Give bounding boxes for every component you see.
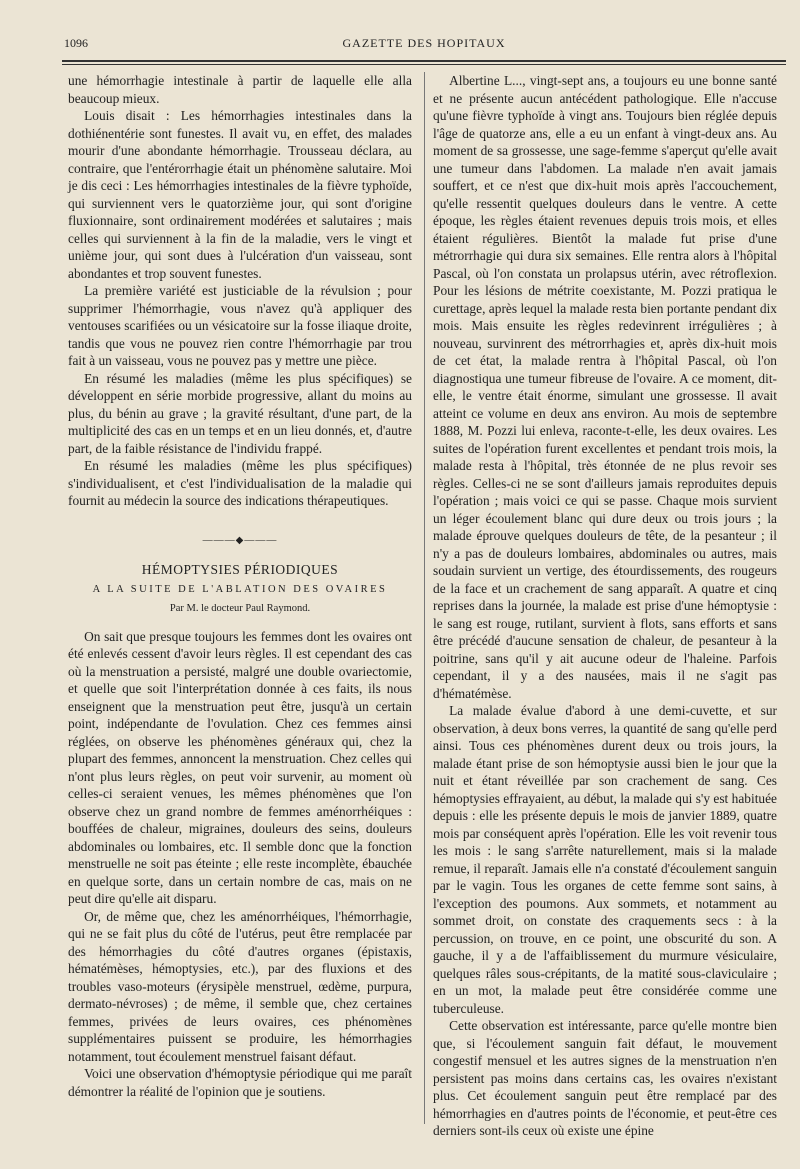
page-number: 1096 bbox=[64, 36, 88, 50]
paragraph: Cette observation est intéressante, parce qu'elle montre bien que, si l'écoulement sanguin fait défaut, le mouvement congestif mensuel et les autres signes de la menstruation n'en persistent pas moins dans certains cas, les ovaires n'existant plus. Cet écoulement sanguin peut être remplacé par des hémorrhagies en d'autres points de l'économie, et peut-être ces derniers sont-ils ceux où existe une épine bbox=[433, 1018, 777, 1138]
header-rule-thin bbox=[62, 64, 786, 65]
paragraph: une hémorrhagie intestinale à partir de laquelle elle alla beaucoup mieux. bbox=[68, 73, 412, 106]
paragraph: Louis disait : Les hémorrhagies intestinales dans la dothiénentérie sont funestes. Il avait vu, en effet, des malades mourir d'une abondante hémorrhagie. Trousseau déclara, au contraire, que l'entérorrhagie était un phénomène salutaire. Moi je dis ceci : Les hémorrhagies intestinales de la fièvre typhoïde, qui surviennent vers le quatorzième jour, qui sont d'origine fluxionnaire, sont ordinairement modérées et salutaires ; mais celles qui surviennent à la fin de la maladie, vers le vingt et unième jour, qui sont dues à l'ulcération d'un vaisseau, sont abondantes et trop souvent funestes. bbox=[68, 108, 412, 281]
paragraph: La malade évalue d'abord à une demi-cuvette, et sur observation, à deux bons verres, la quantité de sang qu'elle perd ainsi. Tous ces phénomènes durent deux ou trois jours, la malade étant prise de son hémoptysie aussi bien le jour que la nuit et étant réveillée par son crachement de sang. Ces hémoptysies effrayaient, au début, la malade qui s'y est habituée depuis : elle les présente depuis le mois de janvier 1889, quatre mois par conséquent après l'opération. Elle les voit revenir tous les mois : le sang s'arrête naturellement, mais si la malade remue, il reparaît. Jamais elle n'a constaté d'écoulement sanguin par le vagin. Tous les organes de cette femme sont sains, à l'exception des poumons. Aux sommets, et notamment au sommet droit, on constate des craquements secs : à la percussion, on trouve, en ce point, une obscurité du son. A gauche, il y a de l'affaiblissement du murmure vésiculaire, quelques râles sous-crépitants, de la matité sous-claviculaire ; en un mot, la malade peut être considérée comme une tuberculeuse. bbox=[433, 703, 777, 1016]
right-column bbox=[433, 72, 777, 1140]
paragraph: La première variété est justiciable de la révulsion ; pour supprimer l'hémorrhagie, vous n'avez qu'à appliquer des ventouses scarifiées ou un vésicatoire sur la fosse iliaque droite, tandis que vous ne pouvez rien contre l'hémorrhagie par trou fait à un vaisseau, vous ne pouvez pas y mettre une pièce. bbox=[68, 283, 412, 368]
column-divider bbox=[424, 72, 425, 1124]
article-subtitle: A LA SUITE DE L'ABLATION DES OVAIRES bbox=[92, 583, 388, 595]
paragraph: Albertine L..., vingt-sept ans, a toujours eu une bonne santé et ne présente aucun antécédent pathologique. Elle n'accuse qu'une fièvre typhoïde à vingt ans. Toujours bien réglée depuis l'âge de quatorze ans, elle a eu un enfant à vingt-deux ans. Au moment de sa grossesse, une sage-femme s'aperçut qu'elle avait une tumeur dans l'abdomen. La malade n'en avait jamais souffert, et ce n'est que dix-huit mois après l'accouchement, qu'elle ressentit quelques douleurs dans le ventre. A cette époque, les règles étaient revenues depuis trois mois, et elles étaient régulières. Bientôt la malade fut prise d'une métrorrhagie qui dura six semaines. Elle rentra alors à l'hôpital Pascal, où l'on constata un prolapsus utérin, avec rétroflexion. Pour les lésions de métrite coexistante, M. Pozzi pratiqua le curettage, après lequel la malade resta bien portante pendant dix mois. Mais ensuite les règles redevinrent irrégulières ; à nouveau, survinrent des métrorrhagies et, après dix-huit mois de cet état, la malade rentra à l'hôpital Pascal, où l'on diagnostiqua une tumeur fibreuse de l'ovaire. A ce moment, dit-elle, le ventre était énorme, simulant une grossesse. Il avait atteint ce volume en deux ans environ. Au mois de septembre 1888, M. Pozzi lui enleva, raconte-t-elle, les deux ovaires. Les suites de l'opération furent excellentes et pendant trois mois, la malade resta à l'hôpital, très étonnée de ne plus revoir ses règles. Celles-ci ne se sont d'ailleurs jamais reproduites depuis l'opération ; mais voici ce qui se passe. Chaque mois survient un léger écoulement blanc qui dure deux ou trois jours ; la malade éprouve quelques douleurs de tête, de la pesanteur ; il n'y a pas de douleurs lombaires, abdominales ou autres, mais soudain survient un vertige, des étourdissements, des rougeurs de la face et un crachement de sang apparaît. A quatre et cinq reprises dans la journée, la malade est prise d'une hémoptysie : le sang est rouge, rutilant, survient à flots, sans efforts et sans être précédé d'aucune sensation de chaleur, de pesanteur à la poitrine, sans qu'il y ait aucune odeur de l'haleine. Parfois cependant, il y a des nausées, mais il ne s'agit pas d'hématémèse. bbox=[433, 73, 777, 701]
paragraph: Or, de même que, chez les aménorrhéiques, l'hémorrhagie, qui ne se fait plus du côté de l'utérus, peut être remplacée par des hémorrhagies du côté d'autres organes (épistaxis, hématémèses, hémoptysies, etc.), par des fluxions et des troubles vaso-moteurs (érysipèle menstruel, œdème, purpura, dermato-névroses) ; de même, il semble que, chez certaines femmes, privées de leurs ovaires, ces phénomènes supplémentaires puissent se produire, les hémorrhagies notamment, tout écoulement menstruel faisant défaut. bbox=[68, 908, 412, 1064]
section-separator: ———◆——— bbox=[202, 534, 278, 546]
left-column bbox=[68, 72, 412, 1100]
header-rule-thick bbox=[62, 60, 786, 62]
running-title: GAZETTE DES HOPITAUX bbox=[342, 36, 506, 50]
paragraph: En résumé les maladies (même les plus spécifiques) s'individualisent, et c'est l'individualisation de la maladie qui fournit au médecin la source des indications thérapeutiques. bbox=[68, 458, 412, 508]
paragraph: On sait que presque toujours les femmes dont les ovaires ont été enlevés cessent d'avoir leurs règles. Il est cependant des cas où la menstruation a persisté, malgré une double ovariectomie, et quelle que soit l'interprétation donnée à ces faits, ils nous enseignent que la menstruation peut être, jusqu'à un certain point, indépendante de l'ovulation. Chez ces femmes ainsi réglées, on observe les phénomènes généraux qui, chez la plupart des femmes, annoncent la menstruation. Chez celles qui n'ont plus leurs règles, on peut voir survenir, au moment où celles-ci seraient venues, les mêmes phénomènes que l'on observe chez un grand nombre de femmes aménorrhéiques : bouffées de chaleur, migraines, douleurs des seins, douleurs abdominales ou lombaires, etc. Il semble donc que la fonction menstruelle ne soit pas éteinte ; elle reste incomplète, ébauchée en quelque sorte, dans un certain nombre de cas, mais on ne peut dire qu'elle ait disparu. bbox=[68, 628, 412, 906]
paragraph: Voici une observation d'hémoptysie périodique qui me paraît démontrer la réalité de l'opinion que je soutiens. bbox=[68, 1066, 412, 1099]
paragraph: En résumé les maladies (même les plus spécifiques) se développent en série morbide progressive, allant du moins au plus, du bénin au grave ; la gravité résultant, d'une part, de la multiplicité des cas en un temps et en un lieu donnés, et, d'autre part, de la faible résistance de l'individu frappé. bbox=[68, 370, 412, 456]
article-title: HÉMOPTYSIES PÉRIODIQUES bbox=[141, 562, 339, 577]
page-header bbox=[60, 36, 788, 56]
article-byline: Par M. le docteur Paul Raymond. bbox=[169, 603, 311, 614]
